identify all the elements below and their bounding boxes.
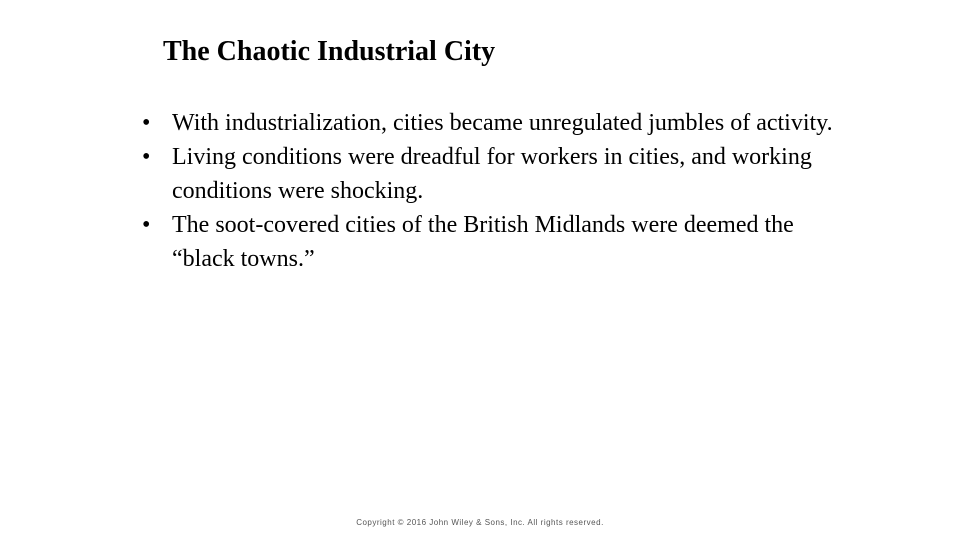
bullet-item: [142, 106, 842, 140]
slide-title: The Chaotic Industrial City: [163, 36, 496, 67]
bullet-icon: •: [142, 144, 151, 170]
bullet-text: The soot-covered cities of the British Midlands were deemed the “black towns.”: [172, 212, 794, 272]
bullet-icon: •: [142, 212, 151, 238]
bullet-text: Living conditions were dreadful for workers in cities, and working conditions were shocking.: [172, 144, 812, 204]
bullet-item: [142, 208, 842, 276]
bullet-list: [142, 106, 842, 276]
copyright-footer: Copyright © 2016 John Wiley & Sons, Inc. All rights reserved.: [356, 518, 604, 527]
bullet-text: With industrialization, cities became unregulated jumbles of activity.: [172, 110, 833, 136]
bullet-item: [142, 140, 842, 208]
bullet-icon: •: [142, 110, 151, 136]
